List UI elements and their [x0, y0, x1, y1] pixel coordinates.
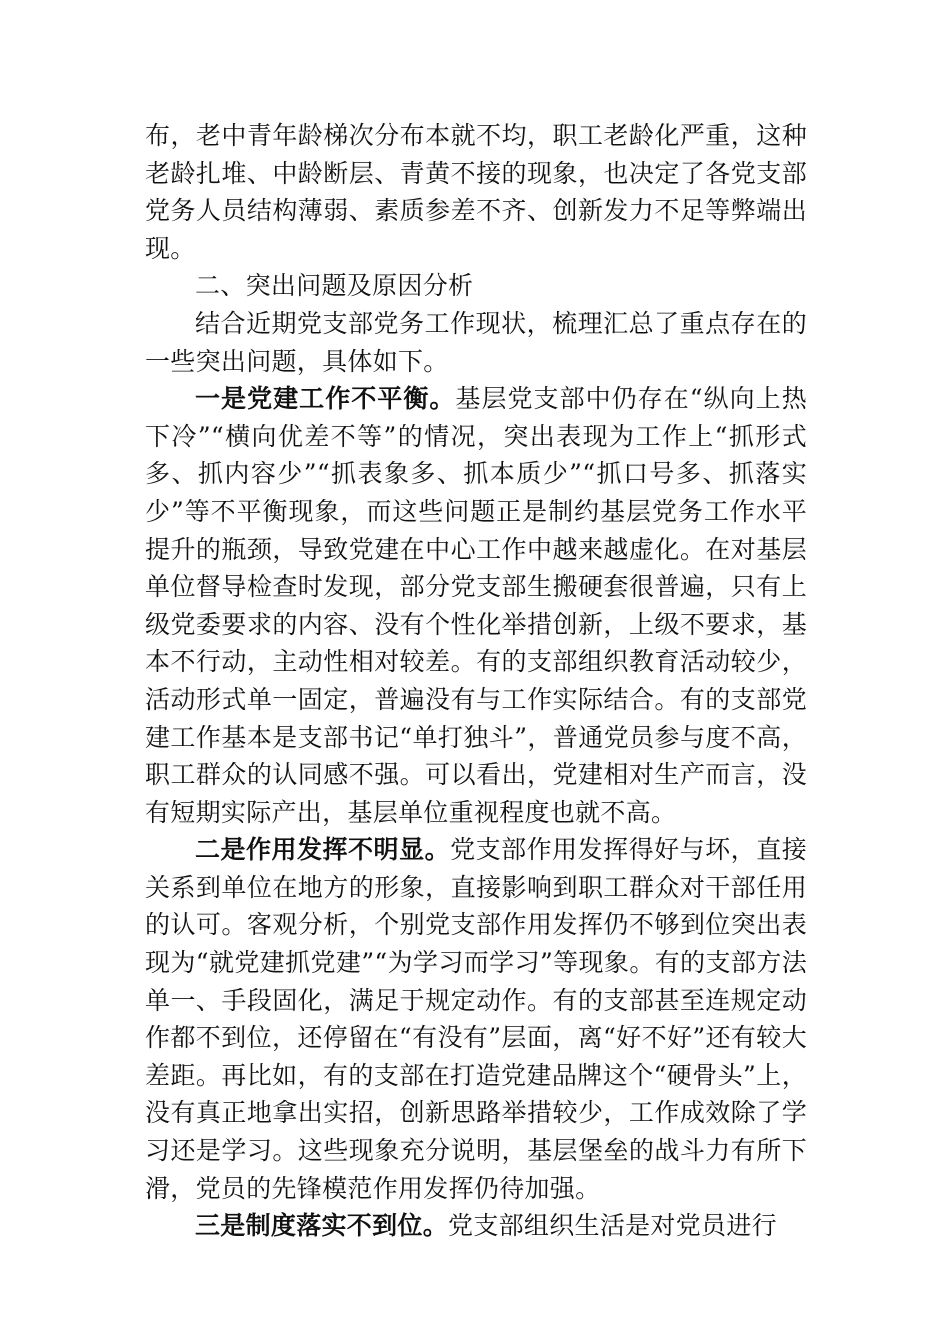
- heading-text: 二、突出问题及原因分析: [195, 271, 474, 301]
- point-lead: 二是作用发挥不明显。: [195, 835, 451, 865]
- document-body: [145, 117, 807, 1245]
- paragraph-text: 布，老中青年龄梯次分布本就不均，职工老龄化严重，这种老龄扎堆、中龄断层、青黄不接的现象，也决定了各党支部党务人员结构薄弱、素质参差不齐、创新发力不足等弊端出现。: [145, 121, 807, 263]
- paragraph-text: 基层党支部中仍存在“纵向上热下冷”“横向优差不等”的情况，突出表现为工作上“抓形式多、抓内容少”“抓表象多、抓本质少”“抓口号多、抓落实少”等不平衡现象，而这些问题正是制约基层党务工作水平提升的瓶颈，导致党建在中心工作中越来越虚化。在对基层单位督导检查时发现，部分党支部生搬硬套很普遍，只有上级党委要求的内容、没有个性化举措创新，上级不要求，基本不行动，主动性相对较差。有的支部组织教育活动较少，活动形式单一固定，普遍没有与工作实际结合。有的支部党建工作基本是支部书记“单打独斗”，普通党员参与度不高，职工群众的认同感不强。可以看出，党建相对生产而言，没有短期实际产出，基层单位重视程度也就不高。: [145, 384, 807, 827]
- paragraph-text: 党支部组织生活是对党员进行: [448, 1211, 777, 1241]
- paragraph-text: 党支部作用发挥得好与坏，直接关系到单位在地方的形象，直接影响到职工群众对干部任用的认可。客观分析，个别党支部作用发挥仍不够到位突出表现为“就党建抓党建”“为学习而学习”等现象。有的支部方法单一、手段固化，满足于规定动作。有的支部甚至连规定动作都不到位，还停留在“有没有”层面，离“好不好”还有较大差距。再比如，有的支部在打造党建品牌这个“硬骨头”上，没有真正地拿出实招，创新思路举措较少，工作成效除了学习还是学习。这些现象充分说明，基层堡垒的战斗力有所下滑，党员的先锋模范作用发挥仍待加强。: [145, 835, 807, 1203]
- paragraph-point-3: [145, 1207, 807, 1245]
- section-heading: [145, 267, 807, 305]
- paragraph-text: 结合近期党支部党务工作现状，梳理汇总了重点存在的一些突出问题，具体如下。: [145, 308, 807, 376]
- point-lead: 一是党建工作不平衡。: [195, 384, 456, 414]
- paragraph-intro: [145, 305, 807, 380]
- paragraph-point-1: [145, 380, 807, 831]
- paragraph-point-2: [145, 831, 807, 1207]
- paragraph-continuation: [145, 117, 807, 267]
- point-lead: 三是制度落实不到位。: [195, 1211, 449, 1241]
